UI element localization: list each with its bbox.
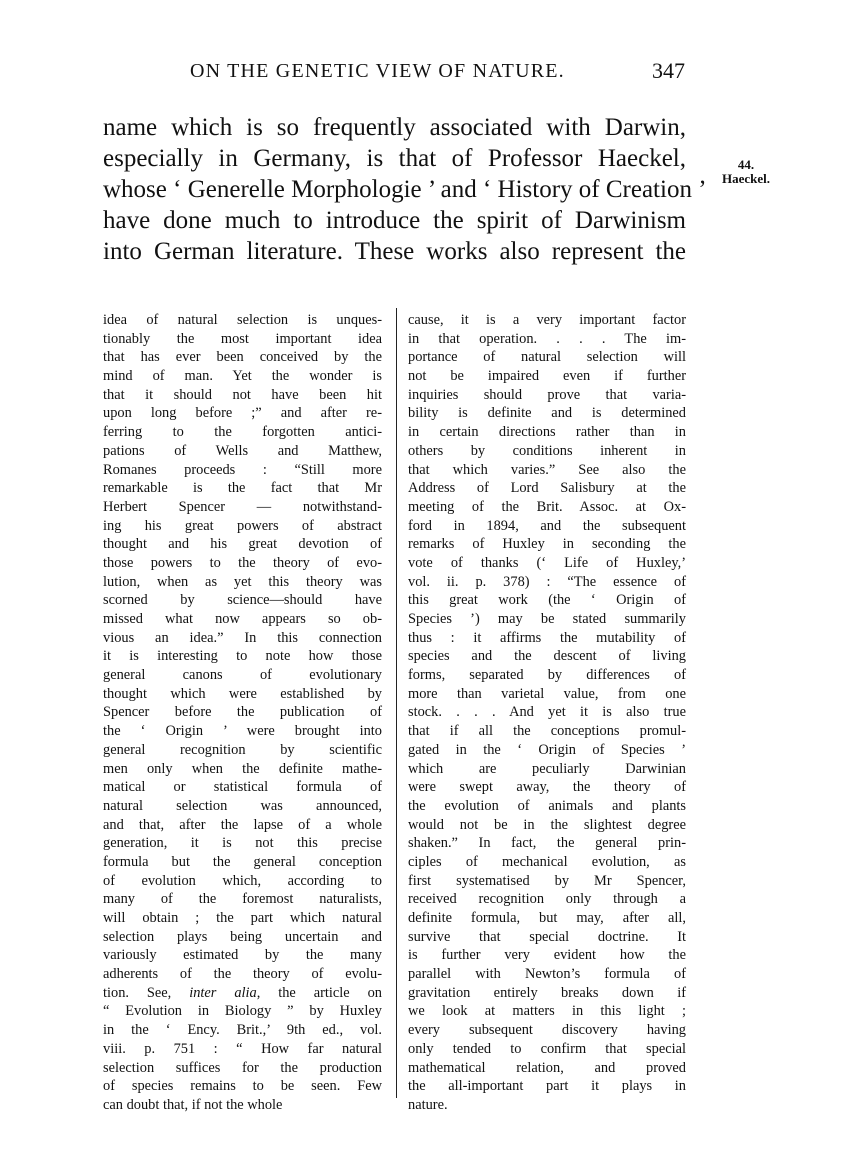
footnote-line: of evolution which, according to xyxy=(103,872,382,889)
footnote-line: Spencer before the publication of xyxy=(103,704,382,721)
body-text xyxy=(103,112,707,267)
running-head-title: ON THE GENETIC VIEW OF NATURE. xyxy=(190,60,565,82)
footnote-line: that which varies.” See also the xyxy=(408,461,686,478)
footnote-line: is further very evident how the xyxy=(408,947,686,964)
footnote-line: tionably the most important idea xyxy=(103,330,382,347)
footnote-line: mind of man. Yet the wonder is xyxy=(103,368,382,385)
footnote-line: parallel with Newton’s formula of xyxy=(408,966,686,983)
body-line: whose ‘ Generelle Morphologie ’ and ‘ History of Creation ’ xyxy=(103,176,707,203)
footnote-line: of species remains to be seen. Few xyxy=(103,1078,382,1095)
footnote-line: Herbert Spencer — notwithstand- xyxy=(103,498,382,515)
footnote-line: vious an idea.” In this connection xyxy=(103,629,382,646)
footnote-line: idea of natural selection is unques- xyxy=(103,312,382,328)
footnote-line: in certain directions rather than in xyxy=(408,424,686,441)
footnote-line: and that, after the lapse of a whole xyxy=(103,816,382,833)
footnote-line: that if all the conceptions promul- xyxy=(408,723,686,740)
footnote-line: forms, separated by differences of xyxy=(408,667,686,684)
footnote-line: inquiries should prove that varia- xyxy=(408,386,686,403)
footnote-line: general recognition by scientific xyxy=(103,741,382,758)
footnote-line: Romanes proceeds : “Still more xyxy=(103,461,382,478)
footnote-line: shaken.” In fact, the general prin- xyxy=(408,835,686,852)
footnote-line: it is interesting to note how those xyxy=(103,648,382,665)
footnote-line: we look at matters in this light ; xyxy=(408,1003,686,1020)
footnote-line: the evolution of animals and plants xyxy=(408,797,686,814)
footnote-line: received recognition only through a xyxy=(408,891,686,908)
footnote-line: ing his great powers of abstract xyxy=(103,517,382,534)
footnote-line: bility is definite and is determined xyxy=(408,405,686,422)
footnote-line: missed what now appears so ob- xyxy=(103,611,382,627)
footnote-line: this great work (the ‘ Origin of xyxy=(408,592,686,609)
page-number: 347 xyxy=(652,58,685,83)
footnote-line: thought which were established by xyxy=(103,685,382,702)
footnote-line: first systematised by Mr Spencer, xyxy=(408,872,686,889)
footnote-line: viii. p. 751 : “ How far natural xyxy=(103,1040,382,1057)
footnote-line: in the ‘ Ency. Brit.,’ 9th ed., vol. xyxy=(103,1022,382,1039)
footnote-line: formula but the general conception xyxy=(103,853,382,870)
footnote-line: survive that special doctrine. It xyxy=(408,928,686,945)
body-line: especially in Germany, is that of Professor Haeckel, xyxy=(103,145,686,172)
footnote-line: generation, it is not this precise xyxy=(103,835,382,852)
italic-phrase: inter alia xyxy=(189,984,257,1001)
footnote-line: can doubt that, if not the whole xyxy=(103,1096,283,1113)
footnote-line: stock. . . . And yet it is also true xyxy=(408,704,686,721)
footnote-line: natural selection was announced, xyxy=(103,797,382,814)
body-line: name which is so frequently associated with Darwin, xyxy=(103,114,686,141)
footnote-line: matical or statistical formula of xyxy=(103,779,382,796)
footnote-line: upon long before ;” and after re- xyxy=(103,405,382,422)
footnote-line: those powers to the theory of evo- xyxy=(103,554,382,571)
margin-note xyxy=(716,158,776,186)
footnote-right-column xyxy=(408,311,686,1115)
body-line: into German literature. These works also represent the xyxy=(103,238,686,265)
footnote-line: selection suffices for the production xyxy=(103,1059,382,1076)
footnote-line: scorned by science—should have xyxy=(103,592,382,609)
footnote-line: would not be in the slightest degree xyxy=(408,816,686,833)
footnote-line: will obtain ; the part which natural xyxy=(103,910,382,926)
footnote-line: vol. ii. p. 378) : “The essence of xyxy=(408,573,686,590)
footnote-line: species and the descent of living xyxy=(408,648,686,665)
footnote-line: which are peculiarly Darwinian xyxy=(408,760,686,777)
footnote-line: that has ever been conceived by the xyxy=(103,349,382,366)
footnote-line: gravitation entirely breaks down if xyxy=(408,984,686,1001)
footnote-line: mathematical relation, and proved xyxy=(408,1059,686,1076)
footnote-line: selection plays being uncertain and xyxy=(103,928,382,945)
footnote-line: remarks of Huxley in seconding the xyxy=(408,536,686,553)
footnote-line: every subsequent discovery having xyxy=(408,1022,686,1039)
footnote-line: portance of natural selection will xyxy=(408,349,686,366)
footnote-line: many of the foremost naturalists, xyxy=(103,891,382,908)
footnote-line: nature. xyxy=(408,1096,448,1113)
footnote-line: tion. See, inter alia, the article on xyxy=(103,984,383,1001)
footnote-line: that it should not have been hit xyxy=(103,386,382,403)
footnote-line: definite formula, but may, after all, xyxy=(408,910,686,926)
footnote-line: thought and his great devotion of xyxy=(103,536,382,553)
footnote-line: “ Evolution in Biology ” by Huxley xyxy=(103,1003,382,1020)
footnote-left-column xyxy=(103,311,382,1115)
footnote-line: were swept away, the theory of xyxy=(408,779,686,796)
footnote-line: men only when the definite mathe- xyxy=(103,760,382,777)
footnote-line: the ‘ Origin ’ were brought into xyxy=(103,723,382,740)
footnote-line: general canons of evolutionary xyxy=(103,667,382,684)
footnote-line: others by conditions inherent in xyxy=(408,442,686,459)
footnote-line: variously estimated by the many xyxy=(103,947,382,964)
footnote-line: pations of Wells and Matthew, xyxy=(103,442,382,459)
footnote-line: more than varietal value, from one xyxy=(408,685,686,702)
footnote-line: meeting of the Brit. Assoc. at Ox- xyxy=(408,498,686,515)
footnote-line: Address of Lord Salisbury at the xyxy=(408,480,686,497)
footnote-line: gated in the ‘ Origin of Species ’ xyxy=(408,741,686,758)
margin-note-name: Haeckel. xyxy=(721,171,770,186)
footnote-line: adherents of the theory of evolu- xyxy=(103,966,382,983)
footnote-line: vote of thanks (‘ Life of Huxley,’ xyxy=(408,554,686,571)
footnote-line: remarkable is the fact that Mr xyxy=(103,480,382,497)
footnote-line: thus : it affirms the mutability of xyxy=(408,629,686,646)
footnote-line: Species ’) may be stated summarily xyxy=(408,611,686,627)
footnote-line: the all-important part it plays in xyxy=(408,1078,686,1095)
footnote-line: cause, it is a very important factor xyxy=(408,312,686,328)
footnote-line: in that operation. . . . The im- xyxy=(408,330,686,347)
body-line: have done much to introduce the spirit of Darwinism xyxy=(103,207,686,234)
footnote-line: ciples of mechanical evolution, as xyxy=(408,853,686,870)
footnote-line: not be impaired even if further xyxy=(408,368,686,385)
margin-note-number: 44. xyxy=(737,157,755,172)
footnote-line: lution, when as yet this theory was xyxy=(103,573,382,590)
column-divider xyxy=(396,308,397,1098)
footnote-line: ferring to the forgotten antici- xyxy=(103,424,382,441)
footnote-line: ford in 1894, and the subsequent xyxy=(408,517,686,534)
footnote-line: only tended to confirm that special xyxy=(408,1040,686,1057)
